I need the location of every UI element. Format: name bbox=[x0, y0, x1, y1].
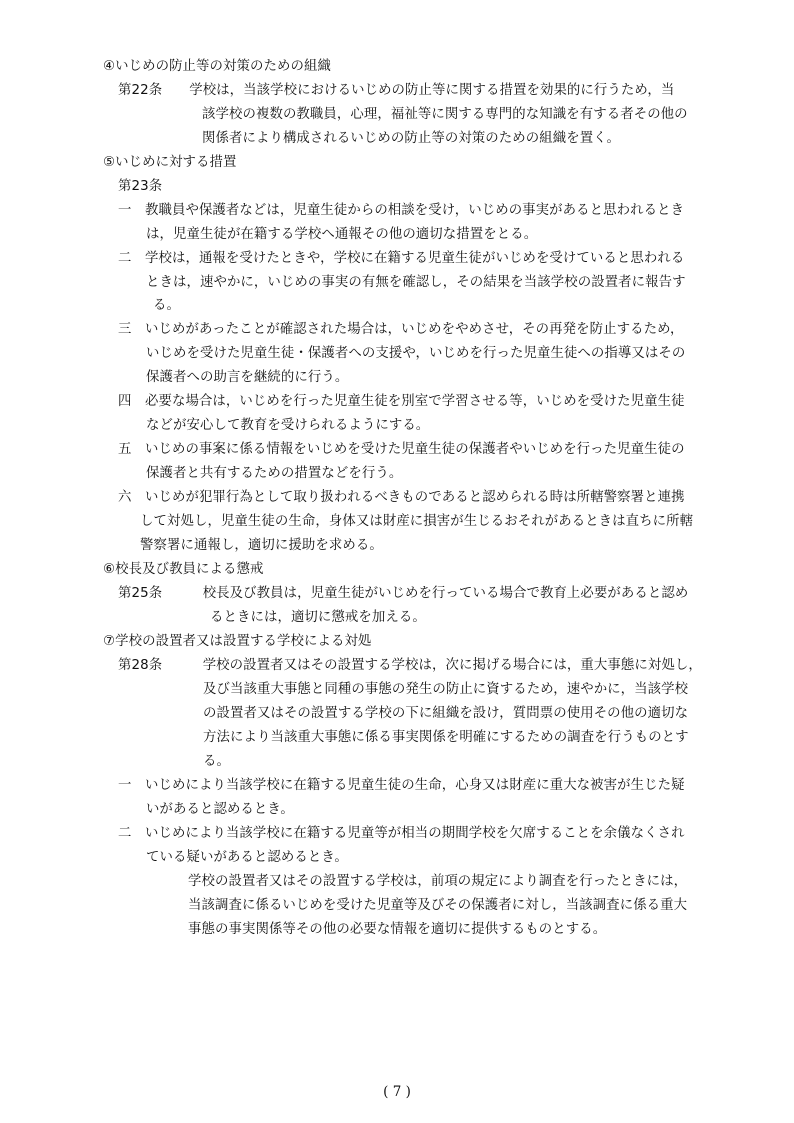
article-28-item-2-line-2: ている疑いがあると認めるとき。 bbox=[146, 850, 348, 865]
article-28-line-5: る。 bbox=[203, 754, 230, 769]
article-28-para-2-line-1: 学校の設置者又はその設置する学校は，前項の規定により調査を行ったときには， bbox=[188, 874, 688, 889]
article-23-item-3-line-3: 保護者への助言を継続的に行う。 bbox=[146, 370, 349, 385]
article-28-item-2-line-1: 二 いじめにより当該学校に在籍する児童等が相当の期間学校を欠席することを余儀なくされ bbox=[118, 826, 685, 841]
article-25-line-2: るときには，適切に懲戒を加える。 bbox=[210, 610, 426, 625]
article-28-line-3: の設置者又はその設置する学校の下に組織を設け，質問票の使用その他の適切な bbox=[203, 706, 689, 721]
article-23-item-6-line-1: 六 いじめが犯罪行為として取り扱われるべきものであると認められる時は所轄警察署と連携 bbox=[118, 490, 685, 505]
article-28-para-2-line-2: 当該調査に係るいじめを受けた児童等及びその保護者に対し，当該調査に係る重大 bbox=[188, 898, 688, 913]
article-23-item-4-line-2: などが安心して教育を受けられるようにする。 bbox=[146, 418, 430, 433]
article-23-item-5-line-1: 五 いじめの事案に係る情報をいじめを受けた児童生徒の保護者やいじめを行った児童生徒の bbox=[118, 442, 685, 457]
article-22-line-1: 第22条 学校は，当該学校におけるいじめの防止等に関する措置を効果的に行うため，当 bbox=[118, 83, 675, 98]
section-heading-4: ④いじめの防止等の対策のための組織 bbox=[103, 59, 331, 74]
article-23-item-2-line-3: る。 bbox=[153, 298, 180, 313]
page-number: ( 7 ) bbox=[383, 1084, 411, 1100]
article-23-item-2-line-2: ときは，速やかに，いじめの事実の有無を確認し，その結果を当該学校の設置者に報告す bbox=[146, 275, 686, 290]
article-28-line-1: 第28条 学校の設置者又はその設置する学校は，次に掲げる場合には，重大事態に対処し， bbox=[118, 658, 702, 673]
article-22-line-2: 該学校の複数の教職員，心理，福祉等に関する専門的な知識を有する者その他の bbox=[202, 107, 688, 122]
article-23-item-1-line-1: 一 教職員や保護者などは，児童生徒からの相談を受け，いじめの事実があると思われるとき bbox=[118, 203, 685, 218]
article-22-line-3: 関係者により構成されるいじめの防止等の対策のための組織を置く。 bbox=[202, 131, 620, 146]
article-23-item-4-line-1: 四 必要な場合は，いじめを行った児童生徒を別室で学習させる等，いじめを受けた児童生徒 bbox=[118, 394, 685, 409]
article-23-item-1-line-2: は，児童生徒が在籍する学校へ通報その他の適切な措置をとる。 bbox=[146, 227, 538, 242]
article-23-item-6-line-2: して対処し，児童生徒の生命，身体又は財産に損害が生じるおそれがあるときは直ちに所轄 bbox=[140, 514, 694, 529]
article-28-line-4: 方法により当該重大事態に係る事実関係を明確にするための調査を行うものとす bbox=[203, 730, 689, 745]
section-heading-7: ⑦学校の設置者又は設置する学校による対処 bbox=[103, 634, 372, 649]
article-23-item-5-line-2: 保護者と共有するための措置などを行う。 bbox=[146, 466, 403, 481]
section-heading-5: ⑤いじめに対する措置 bbox=[103, 155, 237, 170]
article-28-item-1-line-2: いがあると認めるとき。 bbox=[146, 802, 294, 817]
article-28-line-2: 及び当該重大事態と同種の事態の発生の防止に資するため，速やかに，当該学校 bbox=[203, 682, 689, 697]
article-28-para-2-line-3: 事態の事実関係等その他の必要な情報を適切に提供するものとする。 bbox=[188, 922, 607, 937]
article-23-item-3-line-2: いじめを受けた児童生徒・保護者への支援や，いじめを行った児童生徒への指導又はその bbox=[146, 346, 686, 361]
article-23-item-6-line-3: 警察署に通報し，適切に援助を求める。 bbox=[140, 538, 383, 553]
article-28-item-1-line-1: 一 いじめにより当該学校に在籍する児童生徒の生命，心身又は財産に重大な被害が生じた疑 bbox=[118, 778, 685, 793]
article-23-item-3-line-1: 三 いじめがあったことが確認された場合は，いじめをやめさせ，その再発を防止するため， bbox=[118, 322, 684, 337]
article-25-line-1: 第25条 校長及び教員は，児童生徒がいじめを行っている場合で教育上必要があると認め bbox=[118, 586, 689, 601]
section-heading-6: ⑥校長及び教員による懲戒 bbox=[103, 562, 264, 577]
article-23-heading: 第23条 bbox=[118, 179, 163, 194]
article-23-item-2-line-1: 二 学校は，通報を受けたときや，学校に在籍する児童生徒がいじめを受けていると思われる bbox=[118, 251, 685, 266]
